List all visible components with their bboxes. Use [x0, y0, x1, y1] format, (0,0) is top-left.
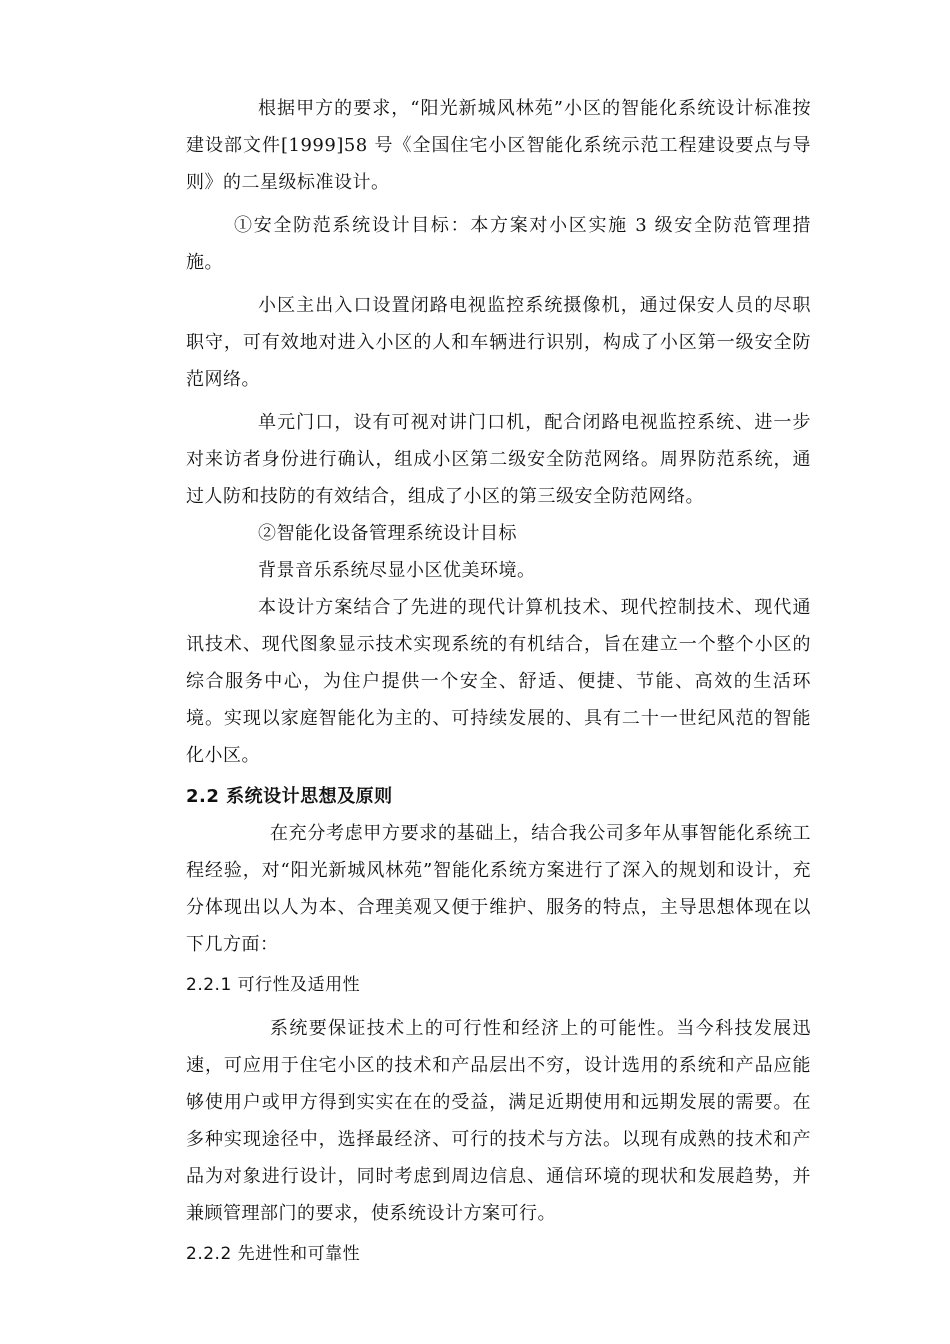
paragraph-device-management-goal: ②智能化设备管理系统设计目标: [258, 523, 517, 544]
paragraph-security-goal: ①安全防范系统设计目标：本方案对小区实施 3 级安全防范管理措施。: [186, 215, 811, 273]
document-body: [186, 90, 811, 1273]
paragraph-feasibility: 系统要保证技术上的可行性和经济上的可能性。当今科技发展迅速，可应用于住宅小区的技术和产品层出不穷，设计选用的系统和产品应能够使用户或甲方得到实实在在的受益，满足近期使用和远期发展的需要。在多种实现途径中，选择最经济、可行的技术与方法。以现有成熟的技术和产品为对象进行设计，同时考虑到周边信息、通信环境的现状和发展趋势，并兼顾管理部门的要求，使系统设计方案可行。: [186, 1018, 811, 1224]
section-heading-2-2: 2.2 系统设计思想及原则: [186, 786, 393, 807]
paragraph-design-summary: 本设计方案结合了先进的现代计算机技术、现代控制技术、现代通讯技术、现代图象显示技术实现系统的有机结合，旨在建立一个整个小区的综合服务中心，为住户提供一个安全、舒适、便捷、节能、高效的生活环境。实现以家庭智能化为主的、可持续发展的、具有二十一世纪风范的智能化小区。: [186, 597, 811, 766]
section-heading-2-2-2: 2.2.2 先进性和可靠性: [186, 1244, 361, 1264]
paragraph-design-standard: 根据甲方的要求，“阳光新城风林苑”小区的智能化系统设计标准按建设部文件[1999]58 号《全国住宅小区智能化系统示范工程建设要点与导则》的二星级标准设计。: [186, 98, 811, 193]
paragraph-second-third-level-security: 单元门口，设有可视对讲门口机，配合闭路电视监控系统、进一步对来访者身份进行确认，组成小区第二级安全防范网络。周界防范系统，通过人防和技防的有效结合，组成了小区的第三级安全防范网络。: [186, 412, 811, 507]
paragraph-background-music: 背景音乐系统尽显小区优美环境。: [258, 560, 536, 581]
paragraph-first-level-security: 小区主出入口设置闭路电视监控系统摄像机，通过保安人员的尽职职守，可有效地对进入小区的人和车辆进行识别，构成了小区第一级安全防范网络。: [186, 295, 811, 390]
section-heading-2-2-1: 2.2.1 可行性及适用性: [186, 975, 361, 995]
paragraph-design-philosophy: 在充分考虑甲方要求的基础上，结合我公司多年从事智能化系统工程经验，对“阳光新城风林苑”智能化系统方案进行了深入的规划和设计，充分体现出以人为本、合理美观又便于维护、服务的特点，主导思想体现在以下几方面：: [186, 823, 811, 955]
